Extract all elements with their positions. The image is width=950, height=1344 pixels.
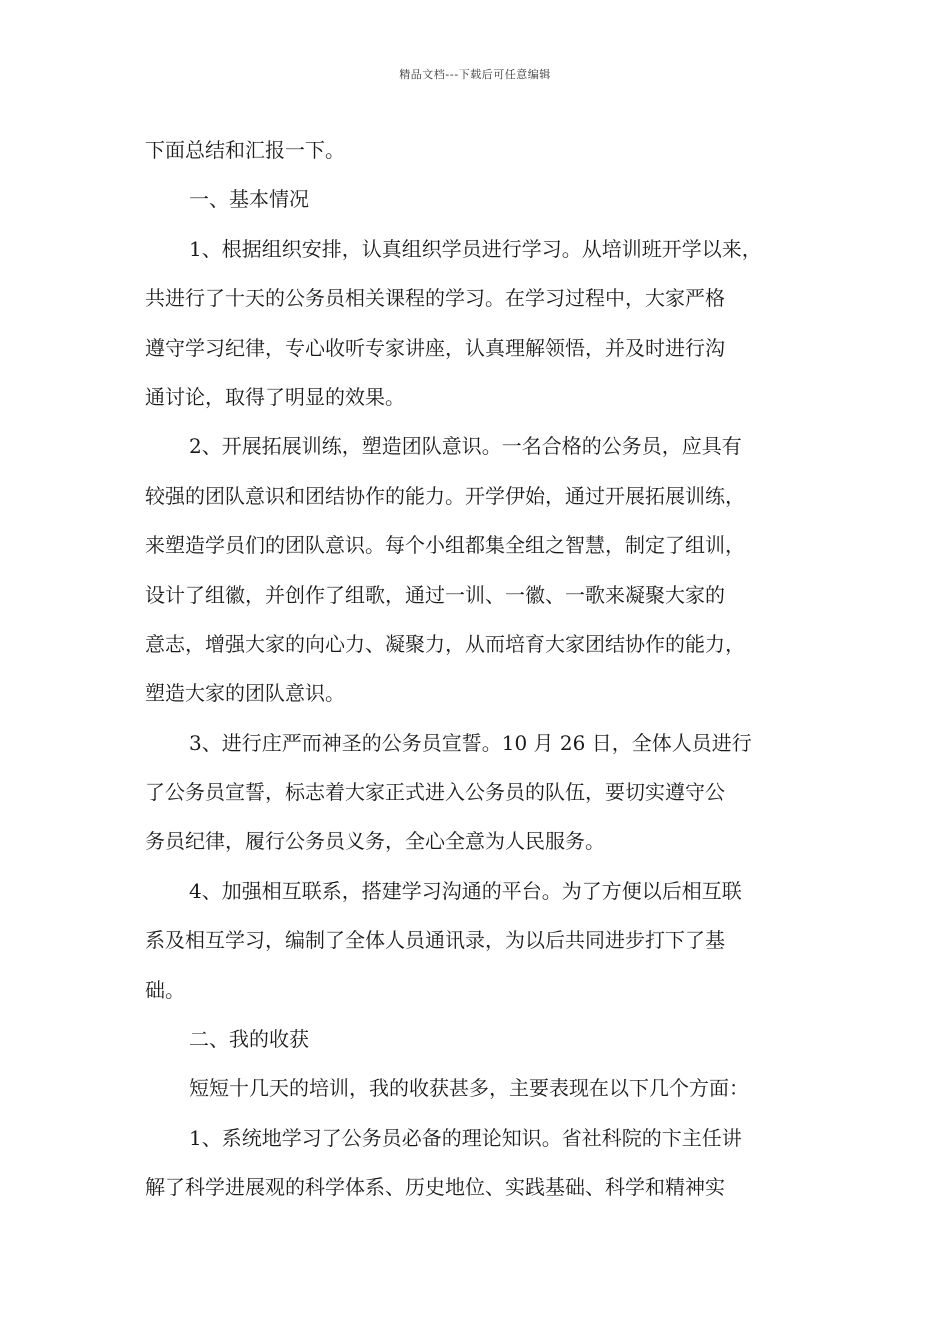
text-line: 了公务员宣誓，标志着大家正式进入公务员的队伍，要切实遵守公 [145,780,725,805]
text-line: 3、进行庄严而神圣的公务员宣誓。10 月 26 日，全体人员进行 [189,730,752,755]
text-line: 意志，增强大家的向心力、凝聚力，从而培育大家团结协作的能力， [145,631,745,656]
text-line: 2、开展拓展训练，塑造团队意识。一名合格的公务员，应具有 [189,434,742,459]
page-header: 精品文档---下载后可任意编辑 [399,68,551,81]
text-line: 遵守学习纪律，专心收听专家讲座，认真理解领悟，并及时进行沟 [145,335,725,360]
text-line: 下面总结和汇报一下。 [145,138,345,162]
section-heading: 二、我的收获 [189,1027,309,1052]
document-body [145,126,810,1213]
text-line: 解了科学进展观的科学体系、历史地位、实践基础、科学和精神实 [145,1175,725,1200]
text-line: 务员纪律，履行公务员义务，全心全意为人民服务。 [145,829,605,854]
text-line: 设计了组徽，并创作了组歌，通过一训、一徽、一歌来凝聚大家的 [145,582,725,607]
text-line: 短短十几天的培训，我的收获甚多，主要表现在以下几个方面： [189,1076,749,1101]
text-line: 4、加强相互联系，搭建学习沟通的平台。为了方便以后相互联 [189,878,742,903]
text-line: 系及相互学习，编制了全体人员通讯录，为以后共同进步打下了基 [145,928,725,953]
text-line: 共进行了十天的公务员相关课程的学习。在学习过程中，大家严格 [145,286,725,311]
text-line: 础。 [145,977,185,1002]
text-line: 1、根据组织安排，认真组织学员进行学习。从培训班开学以来， [189,236,762,261]
section-heading: 一、基本情况 [189,187,309,212]
text-line: 较强的团队意识和团结协作的能力。开学伊始，通过开展拓展训练， [145,483,745,508]
text-line: 来塑造学员们的团队意识。每个小组都集全组之智慧，制定了组训， [145,533,745,558]
text-line: 塑造大家的团队意识。 [145,681,345,706]
text-line: 通讨论，取得了明显的效果。 [145,384,405,409]
text-line: 1、系统地学习了公务员必备的理论知识。省社科院的卞主任讲 [189,1125,742,1150]
